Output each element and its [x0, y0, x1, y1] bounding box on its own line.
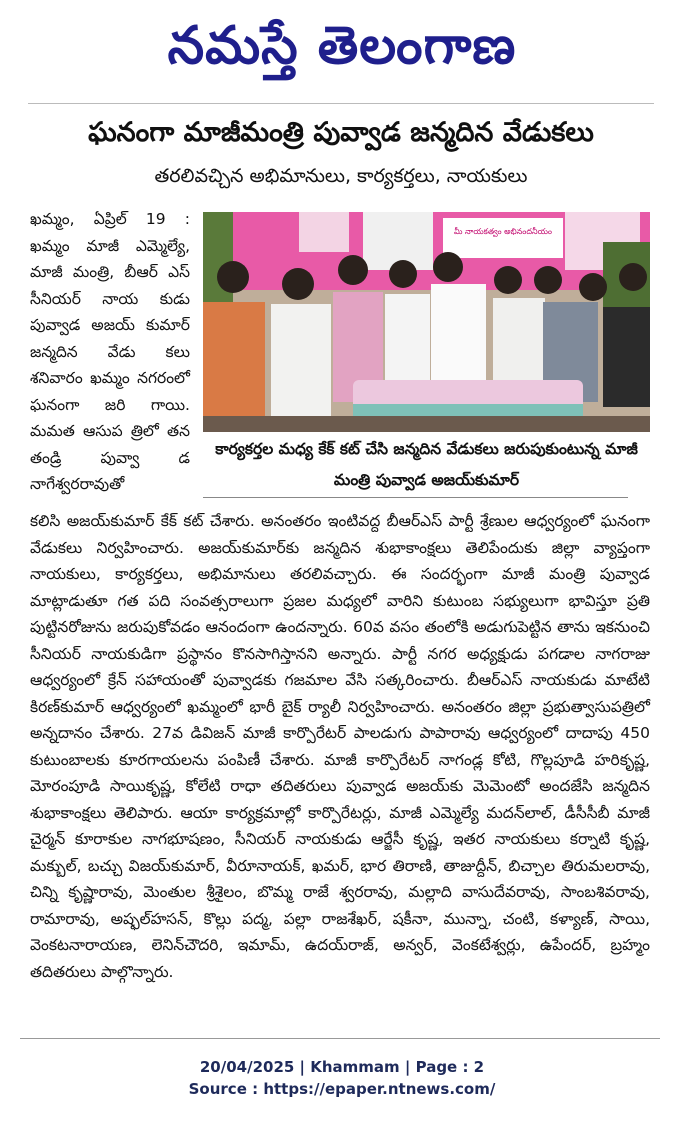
newspaper-logo: నమస్తే తెలంగాణ [167, 16, 517, 76]
news-photo [203, 212, 650, 432]
lead-paragraph [30, 206, 190, 498]
body-text: కలిసి అజయ్‌కుమార్ కేక్ కట్ చేశారు. అనంతరం ఇంటివద్ద బీఆర్ఎస్ పార్టీ శ్రేణుల ఆధ్వర్యంలో ఘనంగా వేడుకలు నిర్వహించారు. అజయ్‌కుమార్‌కు జన్మదిన శుభాకాంక్షలు తెలిపేందుకు జిల్లా వ్యాప్తంగా నాయకులు, కార్యకర్తలు, అభిమానులు తరలివచ్చారు. ఈ సందర్భంగా మాజీ మంత్రి పువ్వాడ మాట్లాడుతూ గత పది సంవత్సరాలుగా ప్రజల మధ్యలో వారిని కుటుంబ సభ్యులుగా భావిస్తూ ప్రతి పుట్టినరోజును జరుపుకోవడం ఆనందంగా ఉందన్నారు. 60వ వసం తంలోకి అడుగుపెట్టిన తాను ఇకనుంచి సీనియర్ నాయకుడిగా ప్రస్థానం కొనసాగిస్తానని అన్నారు. పార్టీ నగర అధ్యక్షుడు పగడాల నాగరాజు ఆధ్వర్యంలో క్రేన్ సహాయంతో పువ్వాడకు గజమాల వేసి సత్కరించారు. బీఆర్ఎస్ నాయకుడు మాటేటి కిరణ్‌కుమార్ ఆధ్వర్యంలో ఖమ్మంలో భారీ బైక్ ర్యాలీ నిర్వహించారు. అనంతరం జిల్లా ప్రభుత్వాసుపత్రిలో అన్నదానం చేశారు. 27వ డివిజన్ మాజీ కార్పొరేటర్ పాలడుగు పాపారావు ఆధ్వర్యంలో దాదాపు 450 కుటుంబాలకు కూరగాయలను పంపిణీ చేశారు. మాజీ కార్పొరేటర్ నాగండ్ల కోటి, గొల్లపూడి హరికృష్ణ, మోరంపూడి సాయికృష్ణ, కోలేటి రాధా తదితరులు పువ్వాడ అజయ్‌కు మెమెంటో అందజేసి జన్మదిన శుభాకాంక్షలు తెలిపారు. ఆయా కార్యక్రమాల్లో కార్పొరేటర్లు, మాజీ ఎమ్మెల్యే మదన్‌లాల్, డీసీసీబీ మాజీ చైర్మన్ కూరాకుల నాగభూషణం, సీనియర్ నాయకుడు ఆర్జేసీ కృష్ణ, ఇతర నాయకులు కర్నాటి కృష్ణ, మక్బుల్, బచ్చు విజయ్‌కుమార్, వీరూనాయక్, ఖమర్, భార తిరాణి, తాజుద్దీన్, బిచ్చాల తిరుమలరావు, చిన్ని కృష్ణారావు, మెంతుల శ్రీశైలం, బొమ్మ రాజే శ్వరరావు, మల్లాది వాసుదేవరావు, సాంబశివరావు, రామారావు, అష్ఫల్‌హసన్, కొల్లు పద్మ, పల్లా రాజశేఖర్, షకీనా, మున్నా, చంటి, కళ్యాణ్, సాయి, వెంకటనారాయణ, లెనిన్‌చౌదరి, ఇమామ్, ఉదయ్‌రాజ్, అన్వర్, వెంకటేశ్వర్లు, ఉపేందర్, బ్రహ్మం తదితరులు పాల్గొన్నారు. [30, 512, 650, 981]
footer [0, 1056, 684, 1100]
photo-caption: కార్యకర్తల మధ్య కేక్ కట్ చేసి జన్మదిన వేడుకలు జరుపుకుంటున్న మాజీ మంత్రి పువ్వాడ అజయ్‌కుమార్ [215, 440, 638, 489]
source-link[interactable]: Source : https://epaper.ntnews.com/ [188, 1080, 496, 1098]
subheadline: తరలివచ్చిన అభిమానులు, కార్యకర్తలు, నాయకులు [154, 165, 528, 187]
divider [28, 103, 654, 104]
divider [20, 1038, 660, 1039]
lead-text: ఖమ్మం, ఏప్రిల్ 19 : ఖమ్మం మాజీ ఎమ్మెల్యే, మాజీ మంత్రి, బీఆర్ ఎస్ సీనియర్ నాయ కుడు పువ్వాడ అజయ్ కుమార్ జన్మదిన వేడు కలు శనివారం ఖమ్మం నగరంలో ఘనంగా జరి గాయి. మమత ఆసుప త్రిలో తన తండ్రి పువ్వా డ నాగేశ్వరరావుతో [30, 210, 190, 493]
article-body [30, 508, 650, 985]
divider [203, 497, 628, 498]
dateline: 20/04/2025 | Khammam | Page : 2 [199, 1058, 485, 1076]
masthead [0, 0, 684, 92]
banner-text: మీ నాయకత్వం అభినందనీయం [454, 227, 552, 236]
headline: ఘనంగా మాజీమంత్రి పువ్వాడ జన్మదిన వేడుకలు [88, 117, 594, 148]
